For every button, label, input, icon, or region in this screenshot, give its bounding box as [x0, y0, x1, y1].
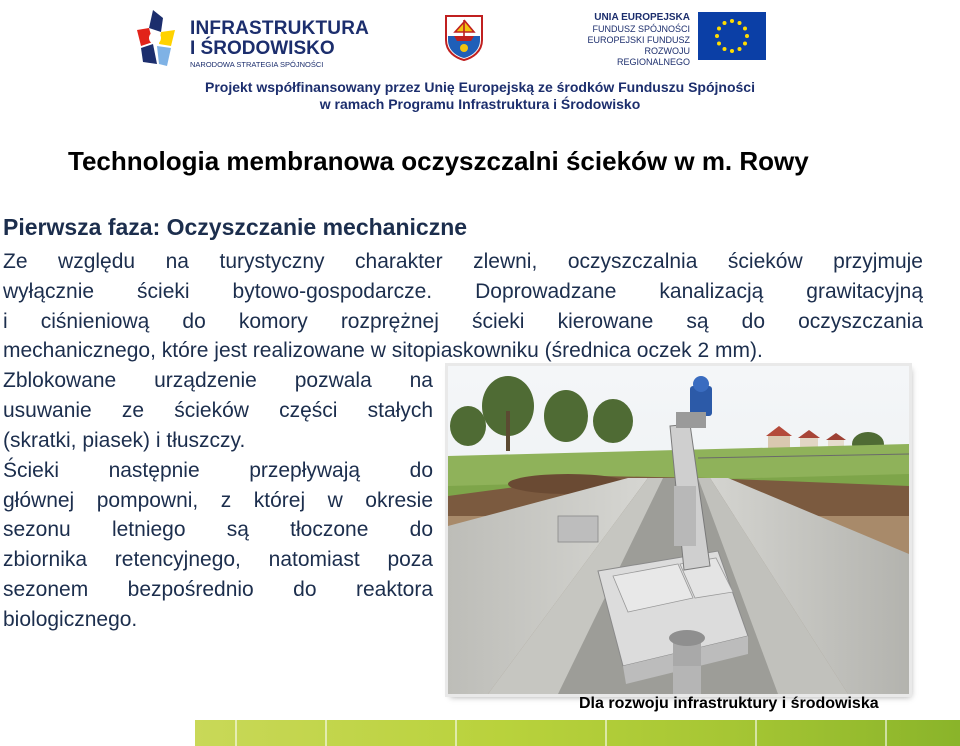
- side-line: biologicznego.: [3, 608, 138, 632]
- intro-line: mechanicznego, które jest realizowane w sitopiaskowniku (średnica oczek 2 mm).: [3, 339, 763, 363]
- project-funding-line2: w ramach Programu Infrastruktura i Środowisko: [319, 96, 641, 112]
- eu-star-icon: [723, 21, 727, 25]
- page-title: Technologia membranowa oczyszczalni ścieków w m. Rowy: [68, 146, 809, 176]
- eu-star-icon: [730, 19, 734, 23]
- logo-ifs-line3: NARODOWA STRATEGIA SPÓJNOŚCI: [190, 60, 324, 69]
- eu-star-icon: [743, 27, 747, 31]
- eu-line3: EUROPEJSKI FUNDUSZ: [587, 35, 690, 45]
- eu-star-icon: [717, 42, 721, 46]
- footer-slogan: Dla rozwoju infrastruktury i środowiska: [579, 695, 879, 712]
- photo-illustration: [448, 366, 909, 694]
- intro-paragraph: [3, 247, 923, 366]
- eu-line2: FUNDUSZ SPÓJNOŚCI: [592, 24, 690, 34]
- side-line: sezonem bezpośrednio do reaktora: [3, 578, 433, 602]
- intro-line: Ze względu na turystyczny charakter zlewni, oczyszczalnia ścieków przyjmuje: [3, 250, 923, 273]
- side-line: Ścieki następnie przepływają do: [3, 458, 433, 482]
- eu-line4: ROZWOJU REGIONALNEGO: [616, 46, 690, 67]
- footer-color-bar: [195, 720, 960, 746]
- side-line: głównej pompowni, z której w okresie: [3, 488, 433, 512]
- eu-line1: UNIA EUROPEJSKA: [594, 12, 690, 23]
- coat-of-arms-icon: [444, 14, 484, 62]
- nss-star-icon: [135, 8, 185, 68]
- eu-star-icon: [743, 42, 747, 46]
- eu-logo: [570, 12, 770, 67]
- section-heading: Pierwsza faza: Oczyszczanie mechaniczne: [3, 214, 468, 240]
- eu-star-icon: [745, 34, 749, 38]
- eu-star-icon: [723, 47, 727, 51]
- side-paragraph: [3, 366, 433, 635]
- eu-star-icon: [738, 47, 742, 51]
- side-line: usuwanie ze ścieków części stałych: [3, 398, 433, 422]
- logo-ifs-line1: INFRASTRUKTURA: [190, 18, 370, 39]
- intro-line: i ciśnieniową do komory rozprężnej ścieki kierowane są do oczyszczania: [3, 309, 923, 333]
- project-funding-line1: Projekt współfinansowany przez Unię Europejską ze środków Funduszu Spójności: [205, 79, 755, 95]
- side-line: (skratki, piasek) i tłuszczy.: [3, 428, 246, 452]
- side-line: zbiornika retencyjnego, natomiast poza: [3, 548, 433, 572]
- eu-star-icon: [730, 49, 734, 53]
- eu-star-icon: [715, 34, 719, 38]
- infrastruktura-srodowisko-logo: [135, 4, 370, 70]
- logo-ifs-line2: I ŚRODOWISKO: [190, 38, 335, 59]
- eu-star-icon: [738, 21, 742, 25]
- eu-flag-icon: [698, 12, 766, 60]
- side-line: sezonu letniego są tłoczone do: [3, 518, 433, 542]
- screening-device-photo: [448, 366, 909, 694]
- intro-line: wyłącznie ścieki bytowo-gospodarcze. Doprowadzane kanalizacją grawitacyjną: [3, 279, 923, 303]
- eu-star-icon: [717, 27, 721, 31]
- side-line: Zblokowane urządzenie pozwala na: [3, 369, 433, 392]
